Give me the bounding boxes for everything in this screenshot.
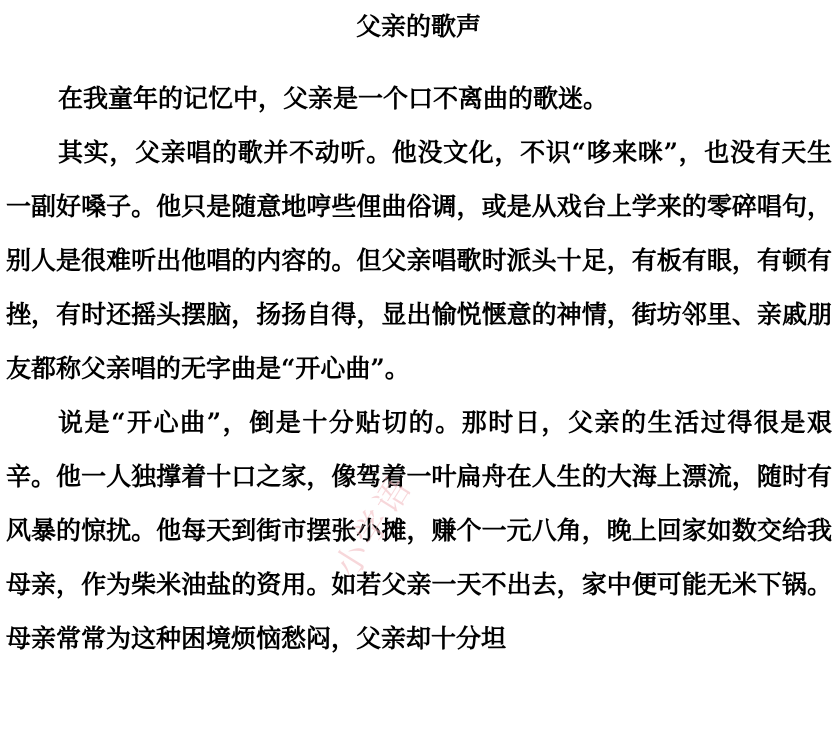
watermark: 小学语: [326, 467, 422, 586]
document-title: 父亲的歌声: [355, 12, 481, 41]
document-body: [6, 72, 832, 666]
paragraph-3: 说是“开心曲”，倒是十分贴切的。那时日，父亲的生活过得很是艰辛。他一人独撑着十口之家，像驾着一叶扁舟在人生的大海上漂流，随时有风暴的惊扰。他每天到街市摆张小摊，赚个一元八角，晚上回家如数交给我母亲，作为柴米油盐的资用。如若父亲一天不出去，家中便可能无米下锅。母亲常常为这种困境烦恼愁闷，父亲却十分坦: [6, 408, 832, 653]
paragraph-1: 在我童年的记忆中，父亲是一个口不离曲的歌迷。: [58, 84, 609, 113]
paragraph-2: 其实，父亲唱的歌并不动听。他没文化，不识“哆来咪”，也没有天生一副好嗓子。他只是随意地哼些俚曲俗调，或是从戏台上学来的零碎唱句，别人是很难听出他唱的内容的。但父亲唱歌时派头十足，有板有眼，有顿有挫，有时还摇头摆脑，扬扬自得，显出愉悦惬意的神情，街坊邻里、亲戚朋友都称父亲唱的无字曲是“开心曲”。: [6, 138, 832, 383]
